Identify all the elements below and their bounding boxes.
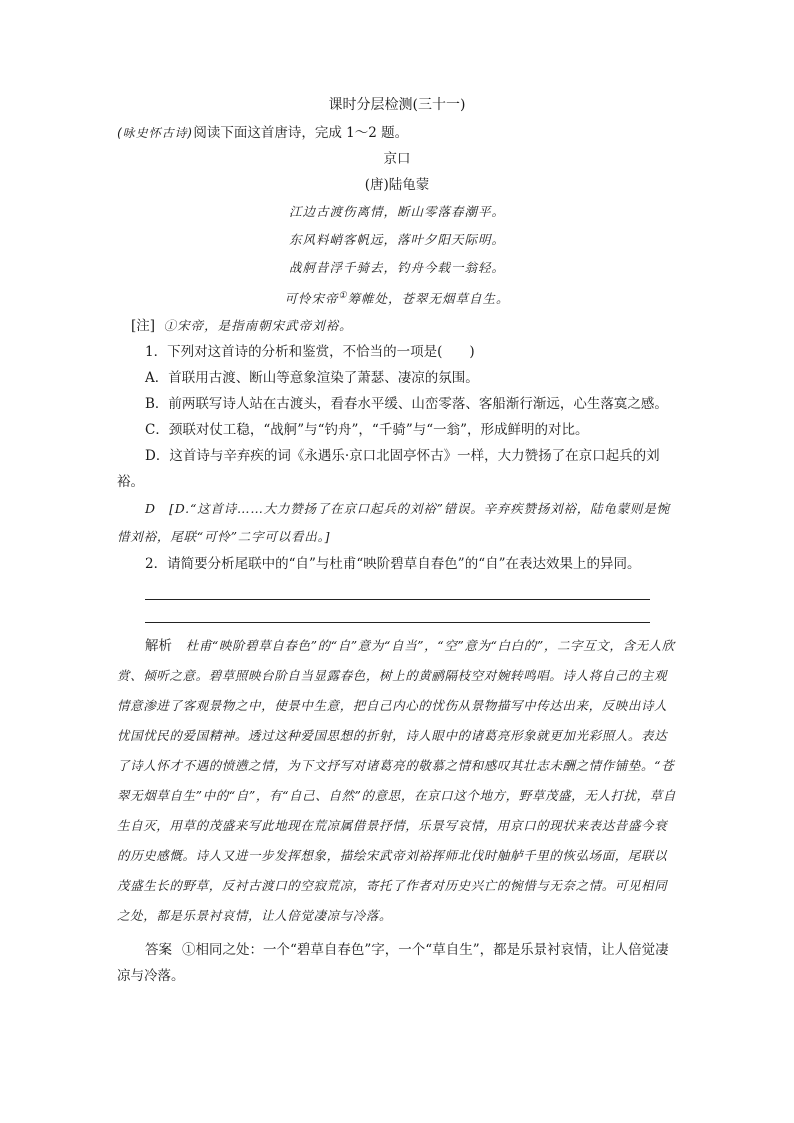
poem-line: 东风料峭客帆远，落叶夕阳天际明。 <box>288 232 505 247</box>
instruction-line <box>117 120 677 146</box>
answer-text: ①相同之处：一个“碧草自春色”字，一个“草自生”，都是乐景衬哀情，让人倍觉凄凉与冷落。 <box>117 942 669 985</box>
analysis-label: 解析 <box>145 638 172 655</box>
poem-line <box>117 282 677 313</box>
question-1-stem: 1．下列对这首诗的分析和鉴赏，不恰当的一项是( ) <box>145 344 475 361</box>
answer-label: 答案 <box>145 942 172 959</box>
option-d: D．这首诗与辛弃疾的词《永遇乐·京口北固亭怀古》一样，大力赞扬了在京口起兵的刘裕。 <box>117 448 660 491</box>
option-b: B．前两联写诗人站在古渡头，看春水平缓、山峦零落、客船渐行渐远，心生落寞之感。 <box>145 396 668 413</box>
answer-paragraph <box>117 937 677 989</box>
option-c: C．颈联对仗工稳，“战舸”与“钓舟”，“千骑”与“一翁”，形成鲜明的对比。 <box>145 422 589 439</box>
poem-line: 战舸昔浮千骑去，钓舟今载一翁轻。 <box>288 260 505 275</box>
poem-line: 江边古渡伤离情，断山零落春潮平。 <box>288 204 505 219</box>
poem-line-part: 可怜宋帝 <box>284 291 339 307</box>
analysis-text: 杜甫“映阶碧草自春色”的“自”意为“自当”，“空”意为“白白的”，二字互文，含无人欣赏、倾听之意。碧草照映台阶自当显露春色，树上的黄鹂隔枝空对婉转鸣唱。诗人将自己的主观情意渗进了客观景物之中，使景中生意，把自己内心的忧伤从景物描写中传达出来，反映出诗人忧国忧民的爱国精神。透过这种爱国思想的折射，诗人眼中的诸葛亮形象就更加光彩照人。表达了诗人怀才不遇的愤懑之情，为下文抒写对诸葛亮的敬慕之情和感叹其壮志未酬之情作铺垫。“苍翠无烟草自生”中的“自”，有“自己、自然”的意思，在京口这个地方，野草茂盛，无人打扰，草自生自灭，用草的茂盛来写此地现在荒凉属借景抒情，乐景写哀情，用京口的现状来表达昔盛今衰的历史感慨。诗人又进一步发挥想象，描绘宋武帝刘裕挥师北伐时舳舻千里的恢弘场面，尾联以茂盛生长的野草，反衬古渡口的空寂荒凉，寄托了作者对历史兴亡的惋惜与无奈之情。可见相同之处，都是乐景衬哀情，让人倍觉凄凉与冷落。 <box>117 638 676 924</box>
question-1-answer: D [D.“这首诗……大力赞扬了在京口起兵的刘裕”错误。辛弃疾赞扬刘裕，陆龟蒙则是惋惜刘裕，尾联“可怜”二字可以看出。] <box>117 501 670 545</box>
note-text: ①宋帝，是指南朝宋武帝刘裕。 <box>163 318 353 334</box>
instruction-text: 阅读下面这首唐诗，完成 1～2 题。 <box>193 125 409 141</box>
category-tag: (咏史怀古诗) <box>117 126 194 140</box>
note-label: [注] <box>131 318 156 335</box>
question-2-stem: 2．请简要分析尾联中的“自”与杜甫“映阶碧草自春色”的“自”在表达效果上的异同。 <box>145 556 641 573</box>
answer-blank-line <box>145 600 650 623</box>
document-page <box>117 90 677 989</box>
poem-line-part: 筹帷处，苍翠无烟草自生。 <box>347 291 510 307</box>
poem-author: (唐)陆龟蒙 <box>364 177 430 193</box>
footnote <box>117 313 677 339</box>
page-title: 课时分层检测(三十一) <box>328 97 466 113</box>
footnote-marker: ① <box>338 291 348 301</box>
analysis-paragraph <box>117 631 677 931</box>
poem-title: 京口 <box>383 151 411 167</box>
option-a: A．首联用古渡、断山等意象渲染了萧瑟、凄凉的氛围。 <box>145 370 479 387</box>
answer-blank-line <box>145 577 650 600</box>
